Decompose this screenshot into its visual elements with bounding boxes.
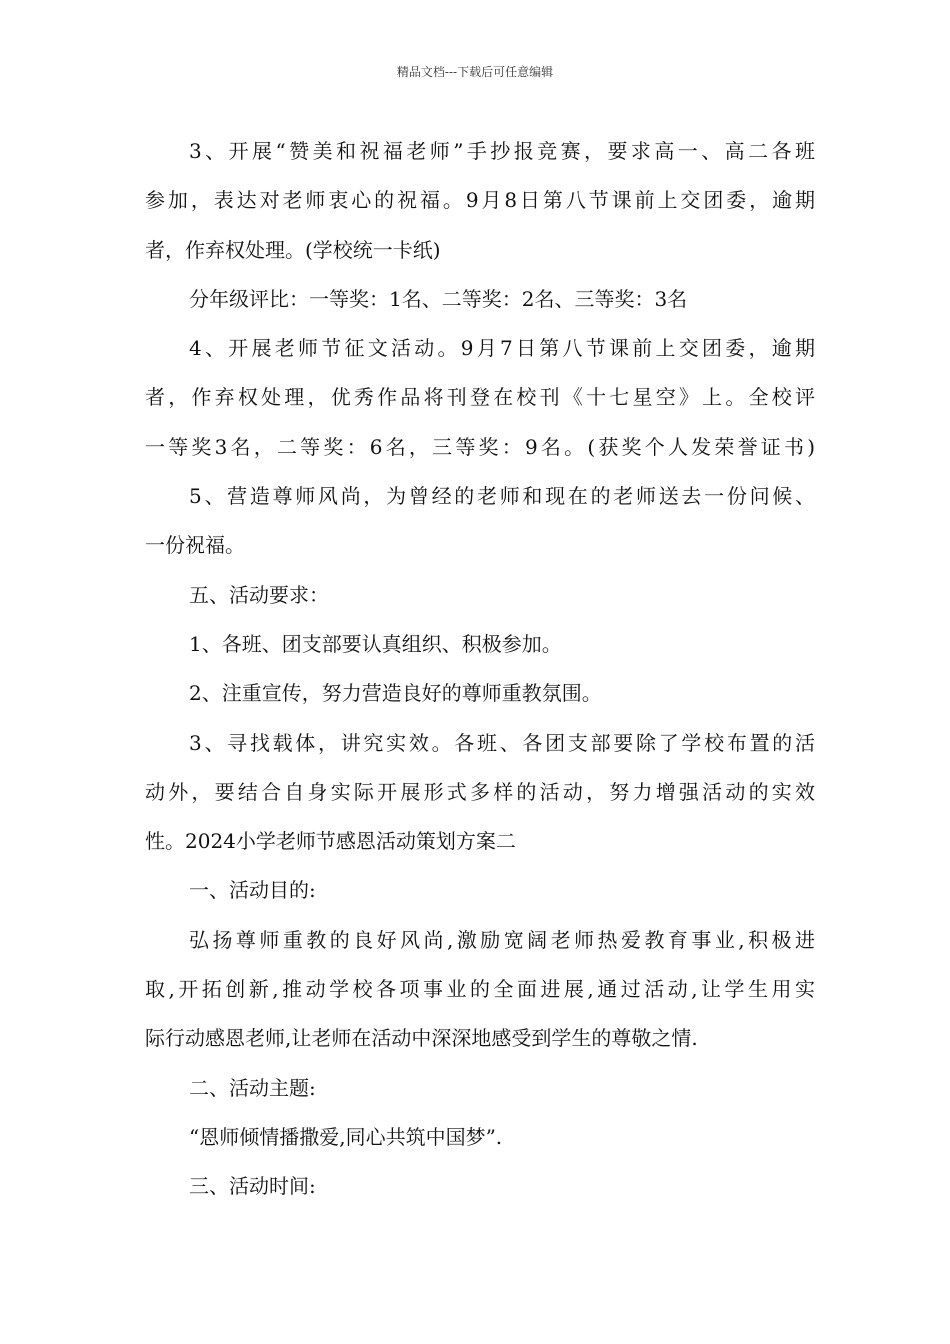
text-line: 分年级评比：一等奖：1名、二等奖：2名、三等奖：3名 <box>189 286 688 311</box>
text-line: 1、各班、团支部要认真组织、积极参加。 <box>189 631 562 656</box>
text-line: 参加，表达对老师衷心的祝福。9月8日第八节课前上交团委，逾期 <box>145 188 815 213</box>
text-line: 2、注重宣传，努力营造良好的尊师重教氛围。 <box>189 681 602 706</box>
text-line: 性。2024小学老师节感恩活动策划方案二 <box>145 829 516 854</box>
text-line: 者，作弃权处理。(学校统一卡纸) <box>145 237 441 262</box>
page-header: 精品文档---下载后可任意编辑 <box>396 65 554 79</box>
text-line: 取,开拓创新,推动学校各项事业的全面进展,通过活动,让学生用实 <box>145 977 815 1002</box>
text-line: 3、开展“赞美和祝福老师”手抄报竞赛，要求高一、高二各班 <box>189 139 815 163</box>
text-line: 一等奖3名，二等奖：6名，三等奖：9名。(获奖个人发荣誉证书) <box>145 434 815 459</box>
section-heading: 三、活动时间: <box>189 1174 316 1199</box>
section-heading: 一、活动目的: <box>189 878 316 903</box>
section-heading: 五、活动要求： <box>189 582 329 607</box>
text-line: 际行动感恩老师,让老师在活动中深深地感受到学生的尊敬之情. <box>145 1026 698 1051</box>
text-line: 弘扬尊师重教的良好风尚,激励宽阔老师热爱教育事业,积极进 <box>189 927 815 952</box>
text-line: 4、开展老师节征文活动。9月7日第八节课前上交团委，逾期 <box>189 336 815 361</box>
text-line: 一份祝福。 <box>145 533 245 558</box>
text-line: 者，作弃权处理，优秀作品将刊登在校刊《十七星空》上。全校评 <box>145 385 815 410</box>
text-line: “恩师倾情播撒爱,同心共筑中国梦”. <box>189 1124 503 1149</box>
section-heading: 二、活动主题: <box>189 1075 316 1100</box>
text-line: 5、营造尊师风尚，为曾经的老师和现在的老师送去一份问候、 <box>189 484 815 509</box>
text-line: 动外，要结合自身实际开展形式多样的活动，努力增强活动的实效 <box>145 779 815 804</box>
document-body <box>145 127 815 1212</box>
text-line: 3、寻找载体，讲究实效。各班、各团支部要除了学校布置的活 <box>189 730 815 755</box>
